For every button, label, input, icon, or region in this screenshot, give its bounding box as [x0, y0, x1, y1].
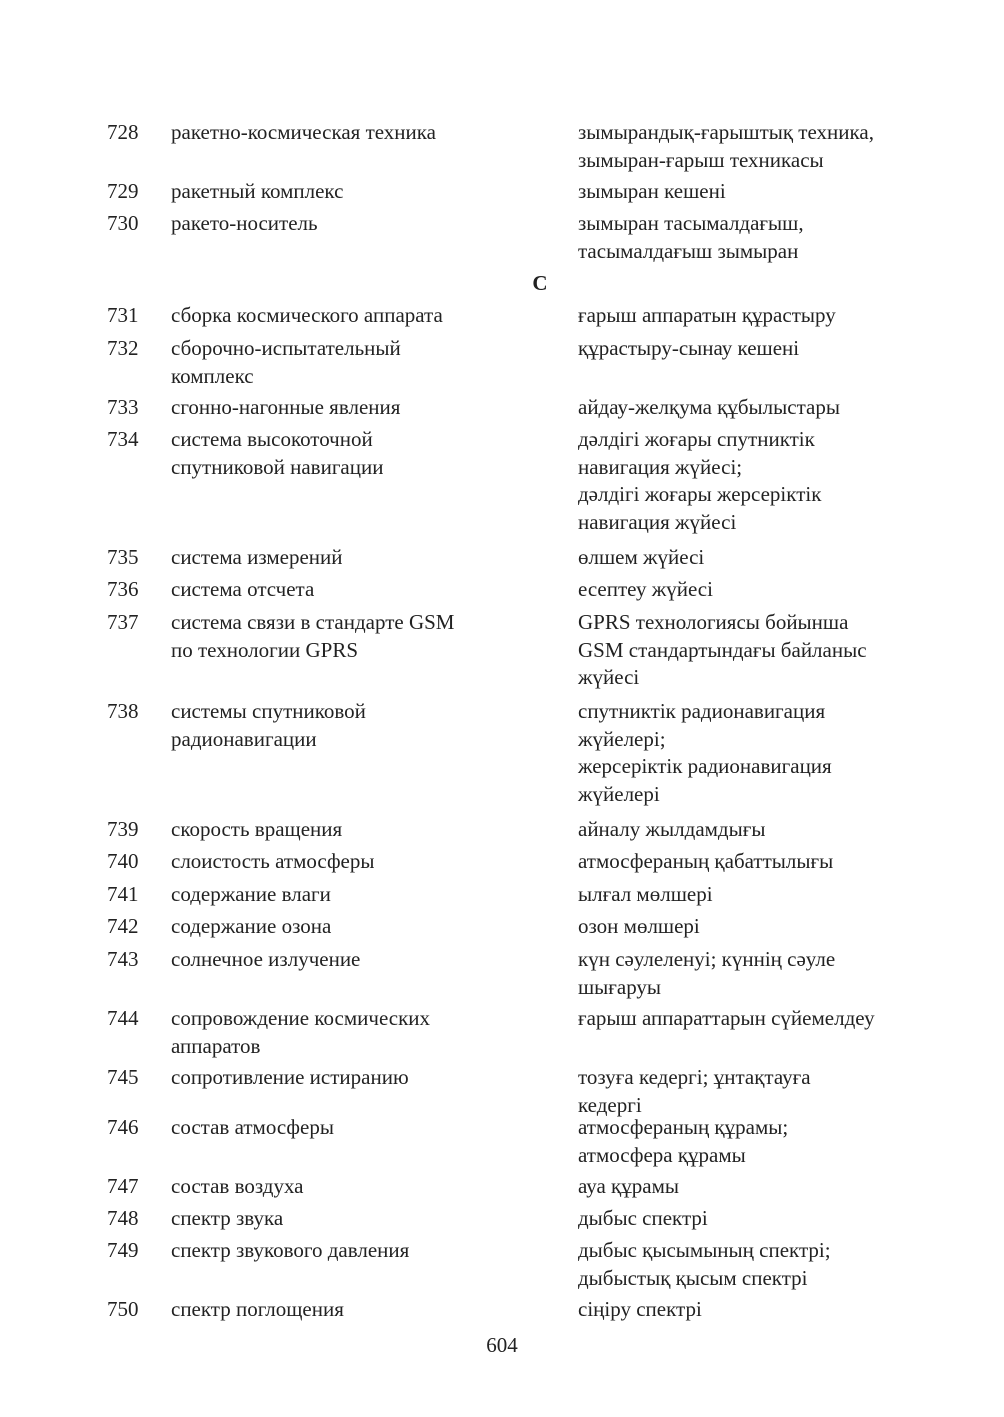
kazakh-term-line: дәлдігі жоғары спутниктік [578, 427, 815, 451]
russian-term [171, 576, 571, 604]
kazakh-term-line: ғарыш аппараттарын сүйемелдеу [578, 1006, 875, 1030]
kazakh-term-line: есептеу жүйесі [578, 577, 713, 601]
kazakh-term-line: жүйелері; [578, 726, 666, 751]
kazakh-term-line: жүйесі [578, 665, 640, 689]
kazakh-term [578, 913, 978, 941]
kazakh-term-line: құрастыру-сынау кешені [578, 336, 800, 360]
entry-number: 743 [107, 947, 139, 971]
kazakh-term [578, 394, 978, 422]
kazakh-term-line: айналу жылдамдығы [578, 817, 766, 841]
kazakh-term [578, 848, 978, 876]
kazakh-term-line: дыбыстық қысым спектрі [578, 1265, 808, 1290]
entry-number: 732 [107, 336, 139, 360]
russian-term-line: аппаратов [171, 1033, 261, 1058]
russian-term [171, 302, 571, 330]
russian-term-line: состав воздуха [171, 1174, 304, 1198]
kazakh-term [578, 1237, 978, 1292]
kazakh-term [578, 1296, 978, 1324]
kazakh-term-line: дәлдігі жоғары жерсеріктік [578, 482, 822, 506]
russian-term [171, 946, 571, 974]
kazakh-term-line: дыбыс спектрі [578, 1206, 708, 1230]
russian-term-line: сопровождение космических [171, 1006, 431, 1030]
russian-term [171, 698, 571, 753]
russian-term [171, 119, 571, 147]
kazakh-term-line: зымыран кешені [578, 179, 726, 203]
kazakh-term-line: жерсеріктік радионавигация [578, 754, 832, 778]
russian-term-line: комплекс [171, 363, 254, 388]
entry-number: 737 [107, 610, 139, 634]
kazakh-term-line: жүйелері [578, 781, 660, 806]
kazakh-term-line: кедергі [578, 1092, 642, 1117]
kazakh-term [578, 946, 978, 1001]
entry-number: 733 [107, 395, 139, 419]
page-number: 604 [486, 1333, 518, 1357]
russian-term-line: радионавигации [171, 726, 317, 751]
russian-term-line: спутниковой навигации [171, 454, 384, 479]
russian-term-line: сборочно-испытательный [171, 336, 401, 360]
entry-number: 736 [107, 577, 139, 601]
russian-term [171, 1296, 571, 1324]
russian-term-line: сгонно-нагонные явления [171, 395, 401, 419]
russian-term-line: солнечное излучение [171, 947, 361, 971]
kazakh-term [578, 426, 978, 536]
kazakh-term-line: ғарыш аппаратын құрастыру [578, 303, 836, 327]
kazakh-term-line: тасымалдағыш зымыран [578, 238, 799, 263]
kazakh-term [578, 1205, 978, 1233]
entry-number: 728 [107, 120, 139, 144]
kazakh-term [578, 698, 978, 808]
kazakh-term-line: сіңіру спектрі [578, 1297, 702, 1321]
entry-number: 738 [107, 699, 139, 723]
kazakh-term-line: ылғал мөлшері [578, 882, 713, 906]
russian-term-line: ракетно-космическая техника [171, 120, 436, 144]
kazakh-term-line: зымыран-ғарыш техникасы [578, 147, 824, 172]
entry-number: 731 [107, 303, 139, 327]
kazakh-term-line: навигация жүйесі; [578, 454, 743, 479]
entry-number: 729 [107, 179, 139, 203]
russian-term-line: спектр звукового давления [171, 1238, 410, 1262]
kazakh-term-line: дыбыс қысымының спектрі; [578, 1238, 831, 1262]
russian-term [171, 1064, 571, 1092]
russian-term [171, 1237, 571, 1265]
entry-number: 740 [107, 849, 139, 873]
russian-term [171, 1173, 571, 1201]
entry-number: 746 [107, 1115, 139, 1139]
kazakh-term-line: зымыран тасымалдағыш, [578, 211, 804, 235]
russian-term [171, 210, 571, 238]
entry-number: 739 [107, 817, 139, 841]
kazakh-term-line: күн сәулеленуі; күннің сәуле [578, 947, 836, 971]
russian-term-line: сопротивление истиранию [171, 1065, 409, 1089]
kazakh-term-line: атмосфераның қабаттылығы [578, 849, 834, 873]
kazakh-term-line: ауа құрамы [578, 1174, 679, 1198]
russian-term-line: спектр поглощения [171, 1297, 344, 1321]
entry-number: 750 [107, 1297, 139, 1321]
entry-number: 747 [107, 1174, 139, 1198]
kazakh-term [578, 210, 978, 265]
russian-term-line: сборка космического аппарата [171, 303, 443, 327]
kazakh-term-line: өлшем жүйесі [578, 545, 705, 569]
entry-number: 745 [107, 1065, 139, 1089]
russian-term-line: ракето-носитель [171, 211, 318, 235]
kazakh-term-line: спутниктік радионавигация [578, 699, 826, 723]
russian-term [171, 913, 571, 941]
kazakh-term-line: тозуға кедергі; ұнтақтауға [578, 1065, 811, 1089]
kazakh-term-line: айдау-желқума құбылыстары [578, 395, 840, 419]
russian-term-line: спектр звука [171, 1206, 284, 1230]
kazakh-term-line: навигация жүйесі [578, 509, 737, 534]
kazakh-term [578, 335, 978, 363]
russian-term [171, 178, 571, 206]
entry-number: 744 [107, 1006, 139, 1030]
russian-term-line: система измерений [171, 545, 343, 569]
russian-term-line: система высокоточной [171, 427, 373, 451]
entry-number: 735 [107, 545, 139, 569]
russian-term [171, 394, 571, 422]
russian-term-line: система связи в стандарте GSM [171, 610, 455, 634]
kazakh-term [578, 302, 978, 330]
kazakh-term [578, 178, 978, 206]
kazakh-term-line: зымырандық-ғарыштық техника, [578, 120, 874, 144]
russian-term-line: состав атмосферы [171, 1115, 334, 1139]
russian-term [171, 1114, 571, 1142]
kazakh-term [578, 544, 978, 572]
russian-term-line: по технологии GPRS [171, 637, 359, 662]
kazakh-term [578, 881, 978, 909]
kazakh-term-line: атмосфера құрамы [578, 1142, 746, 1167]
entry-number: 742 [107, 914, 139, 938]
kazakh-term [578, 1064, 978, 1119]
russian-term [171, 544, 571, 572]
russian-term-line: скорость вращения [171, 817, 343, 841]
russian-term [171, 1005, 571, 1060]
russian-term [171, 1205, 571, 1233]
kazakh-term [578, 1173, 978, 1201]
russian-term-line: содержание влаги [171, 882, 331, 906]
russian-term [171, 848, 571, 876]
kazakh-term-line: атмосфераның құрамы; [578, 1115, 789, 1139]
russian-term-line: ракетный комплекс [171, 179, 344, 203]
russian-term [171, 426, 571, 481]
entry-number: 730 [107, 211, 139, 235]
kazakh-term-line: GSM стандартындағы байланыс [578, 637, 867, 662]
russian-term-line: системы спутниковой [171, 699, 366, 723]
russian-term [171, 335, 571, 390]
section-letter: С [532, 271, 548, 295]
kazakh-term-line: озон мөлшері [578, 914, 700, 938]
russian-term [171, 816, 571, 844]
kazakh-term [578, 816, 978, 844]
kazakh-term [578, 119, 978, 174]
kazakh-term-line: GPRS технологиясы бойынша [578, 610, 849, 634]
kazakh-term [578, 1114, 978, 1169]
entry-number: 749 [107, 1238, 139, 1262]
kazakh-term [578, 576, 978, 604]
russian-term [171, 609, 571, 664]
kazakh-term-line: шығаруы [578, 974, 662, 999]
entry-number: 748 [107, 1206, 139, 1230]
entry-number: 741 [107, 882, 139, 906]
entry-number: 734 [107, 427, 139, 451]
russian-term [171, 881, 571, 909]
kazakh-term [578, 609, 978, 692]
kazakh-term [578, 1005, 978, 1033]
russian-term-line: система отсчета [171, 577, 315, 601]
russian-term-line: содержание озона [171, 914, 332, 938]
russian-term-line: слоистость атмосферы [171, 849, 375, 873]
